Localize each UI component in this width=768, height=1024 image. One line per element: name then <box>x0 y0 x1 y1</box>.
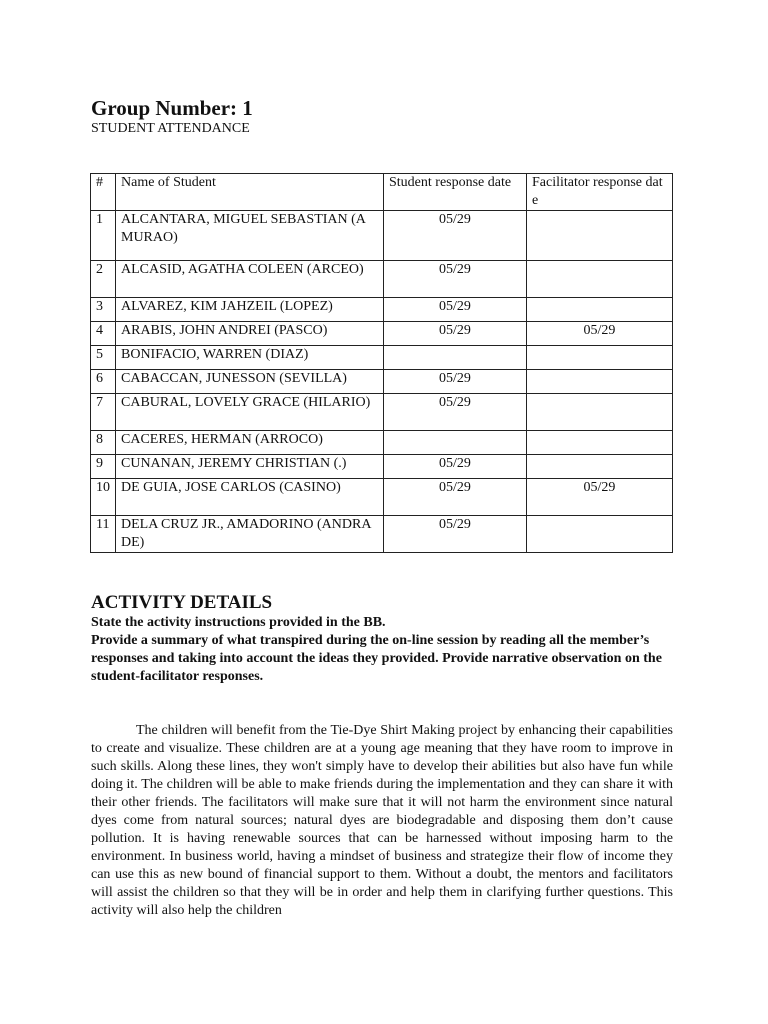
header-facilitator-date: Facilitator response date <box>527 174 673 211</box>
table-row <box>91 455 673 479</box>
student-response-date <box>384 431 527 455</box>
row-number: 4 <box>91 322 116 346</box>
table-row <box>91 322 673 346</box>
table-row <box>91 370 673 394</box>
row-number: 1 <box>91 211 116 261</box>
facilitator-response-date <box>527 370 673 394</box>
activity-instructions <box>91 614 691 686</box>
row-number: 9 <box>91 455 116 479</box>
student-response-date: 05/29 <box>384 261 527 298</box>
narrative-paragraph: The children will benefit from the Tie-Dye Shirt Making project by enhancing their capabilities to create and visualize. These children are at a young age meaning that they have room to improve in such skills. Along these lines, they won't simply have to develop their abilities but also have fun while doing it. The children will be able to make friends during the implementation and they can share it with their other friends. The facilitators will make sure that it will not harm the environment since natural dyes come from natural sources; natural dyes are biodegradable and disposing them don’t cause pollution. It is having renewable sources that can be harnessed without imposing harm to the environment. In business world, having a mindset of business and strategize their flow of income they can use this as new bound of financial support to them. Without a doubt, the mentors and facilitators will assist the children so that they will be in order and help them in clarifying further questions. This activity will also help the children <box>91 723 673 918</box>
student-name: CUNANAN, JEREMY CHRISTIAN (.) <box>116 455 384 479</box>
row-number: 3 <box>91 298 116 322</box>
student-response-date: 05/29 <box>384 479 527 516</box>
header-student-date: Student response date <box>384 174 527 211</box>
student-response-date: 05/29 <box>384 211 527 261</box>
student-name: ALCASID, AGATHA COLEEN (ARCEO) <box>116 261 384 298</box>
table-row <box>91 479 673 516</box>
facilitator-response-date <box>527 346 673 370</box>
student-response-date: 05/29 <box>384 370 527 394</box>
table-row <box>91 298 673 322</box>
row-number: 6 <box>91 370 116 394</box>
student-response-date <box>384 346 527 370</box>
table-row <box>91 431 673 455</box>
facilitator-response-date <box>527 431 673 455</box>
table-row <box>91 516 673 553</box>
header-number: # <box>91 174 116 211</box>
row-number: 2 <box>91 261 116 298</box>
facilitator-response-date <box>527 516 673 553</box>
row-number: 10 <box>91 479 116 516</box>
facilitator-response-date <box>527 455 673 479</box>
facilitator-response-date <box>527 211 673 261</box>
group-number-heading: Group Number: 1 <box>91 96 253 120</box>
row-number: 5 <box>91 346 116 370</box>
student-name: ALCANTARA, MIGUEL SEBASTIAN (AMURAO) <box>116 211 384 261</box>
student-name: CABURAL, LOVELY GRACE (HILARIO) <box>116 394 384 431</box>
activity-details-title: ACTIVITY DETAILS <box>91 592 273 613</box>
student-response-date: 05/29 <box>384 298 527 322</box>
student-name: ALVAREZ, KIM JAHZEIL (LOPEZ) <box>116 298 384 322</box>
facilitator-response-date: 05/29 <box>527 322 673 346</box>
row-number: 8 <box>91 431 116 455</box>
student-response-date: 05/29 <box>384 394 527 431</box>
attendance-table <box>90 173 673 553</box>
student-name: CABACCAN, JUNESSON (SEVILLA) <box>116 370 384 394</box>
student-name: ARABIS, JOHN ANDREI (PASCO) <box>116 322 384 346</box>
facilitator-response-date <box>527 394 673 431</box>
student-response-date: 05/29 <box>384 516 527 553</box>
instruction-line-2: Provide a summary of what transpired during the on-line session by reading all the member’s responses and taking into account the ideas they provided. Provide narrative observation on the student-facilitator responses. <box>91 633 662 684</box>
table-row <box>91 394 673 431</box>
facilitator-response-date: 05/29 <box>527 479 673 516</box>
table-row <box>91 261 673 298</box>
table-row <box>91 211 673 261</box>
student-name: BONIFACIO, WARREN (DIAZ) <box>116 346 384 370</box>
section-title: STUDENT ATTENDANCE <box>91 121 250 136</box>
table-header-row <box>91 174 673 211</box>
facilitator-response-date <box>527 298 673 322</box>
student-name: DE GUIA, JOSE CARLOS (CASINO) <box>116 479 384 516</box>
student-name: CACERES, HERMAN (ARROCO) <box>116 431 384 455</box>
student-response-date: 05/29 <box>384 322 527 346</box>
facilitator-response-date <box>527 261 673 298</box>
table-row <box>91 346 673 370</box>
student-response-date: 05/29 <box>384 455 527 479</box>
row-number: 11 <box>91 516 116 553</box>
row-number: 7 <box>91 394 116 431</box>
student-name: DELA CRUZ JR., AMADORINO (ANDRADE) <box>116 516 384 553</box>
header-name: Name of Student <box>116 174 384 211</box>
instruction-line-1: State the activity instructions provided in the BB. <box>91 615 386 630</box>
